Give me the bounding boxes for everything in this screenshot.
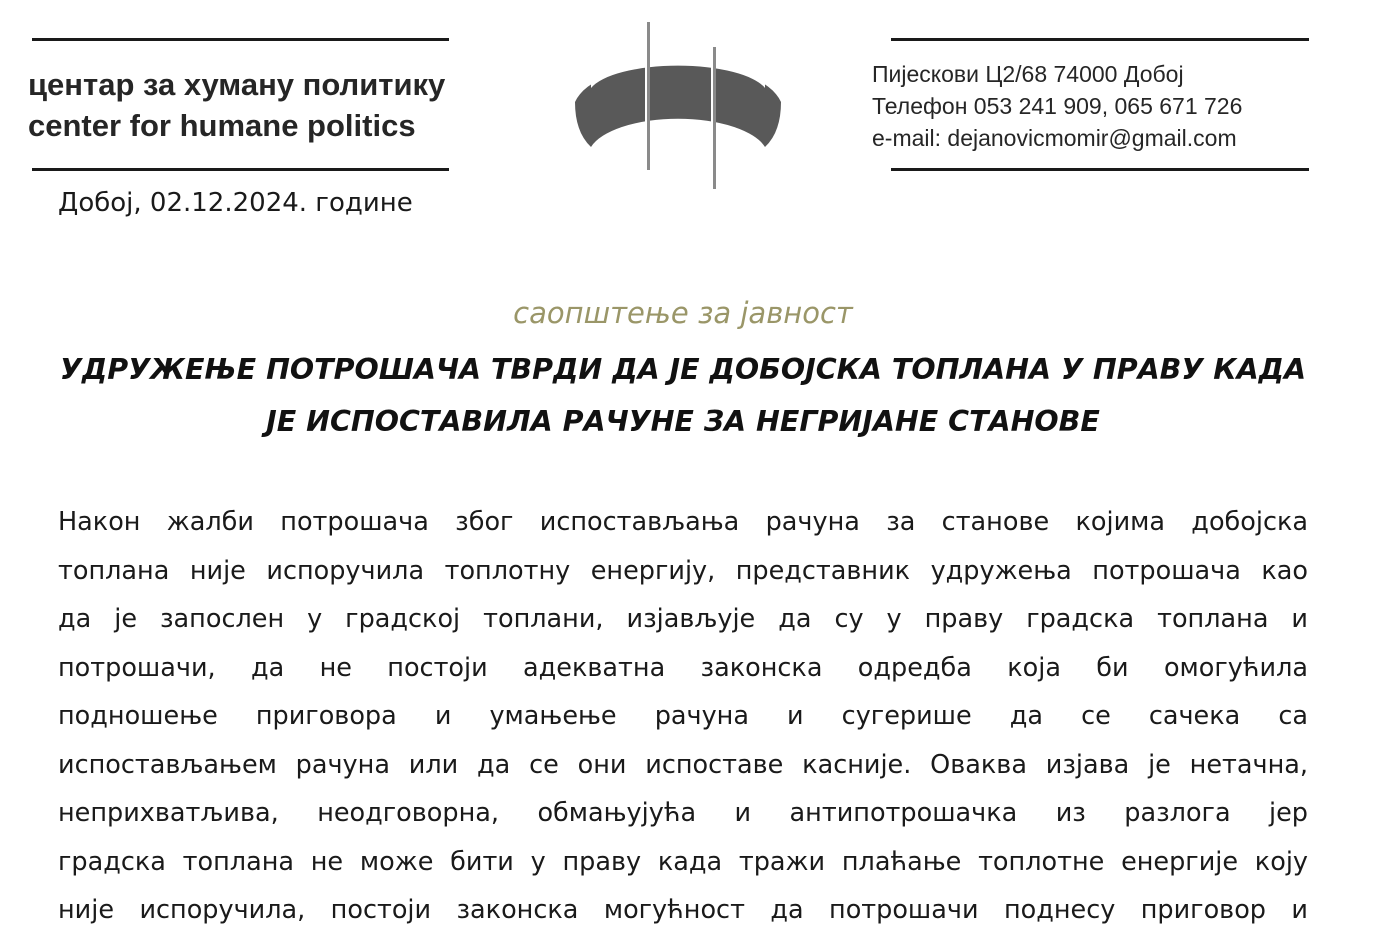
org-name-cyrillic: центар за хуману политику [28, 67, 446, 102]
contact-info [872, 58, 1332, 154]
body-line: да је запослен у градској топлани, изјављује да су у праву градска топлана и [58, 604, 1308, 634]
org-name-latin: center for humane politics [28, 108, 416, 143]
chp-logo-svg [565, 22, 795, 192]
body-line: потрошачи, да не постоји адекватна законска одредба која би омогућила [58, 652, 1308, 683]
body-line: Након жалби потрошача због испостављања рачуна за станове којима добојска [58, 507, 1308, 537]
body-line: неприхватљива, неодговорна, обмањујућа и антипотрошачка из разлога јер [58, 798, 1308, 828]
body-line: подношење приговора и умањење рачуна и сугерише да се сачека са [58, 701, 1308, 731]
date-line: Добој, 02.12.2024. године [58, 188, 413, 218]
headline [40, 344, 1326, 448]
body-line: испостављањем рачуна или да се они испоставе касније. Оваква изјава је нетачна, [58, 749, 1308, 780]
header-rule-left-top [32, 38, 449, 41]
headline-line: УДРУЖЕЊЕ ПОТРОШАЧА ТВРДИ ДА ЈЕ ДОБОЈСКА ТОПЛАНА У ПРАВУ КАДА [59, 353, 1307, 386]
email-line: e-mail: dejanovicmomir@gmail.com [872, 125, 1237, 151]
body-paragraph [58, 498, 1308, 935]
org-name [28, 64, 508, 146]
body-line: градска топлана не може бити у праву када тражи плаћање топлотне енергије коју [58, 846, 1308, 877]
chp-logo-icon [565, 22, 795, 197]
header-rule-right-bottom [891, 168, 1309, 171]
headline-line: ЈЕ ИСПОСТАВИЛА РАЧУНЕ ЗА НЕГРИЈАНЕ СТАНОВЕ [266, 405, 1100, 438]
phone-line: Телефон 053 241 909, 065 671 726 [872, 93, 1243, 119]
body-line: није испоручила, постоји законска могућност да потрошачи поднесу приговор и [58, 895, 1308, 925]
header-rule-left-bottom [32, 168, 449, 171]
header-rule-right-top [891, 38, 1309, 41]
address-line: Пијескови Ц2/68 74000 Добој [872, 61, 1184, 87]
body-line: топлана није испоручила топлотну енергију, представник удружења потрошача као [58, 555, 1308, 586]
press-release-kicker: саопштење за јавност [513, 296, 853, 330]
